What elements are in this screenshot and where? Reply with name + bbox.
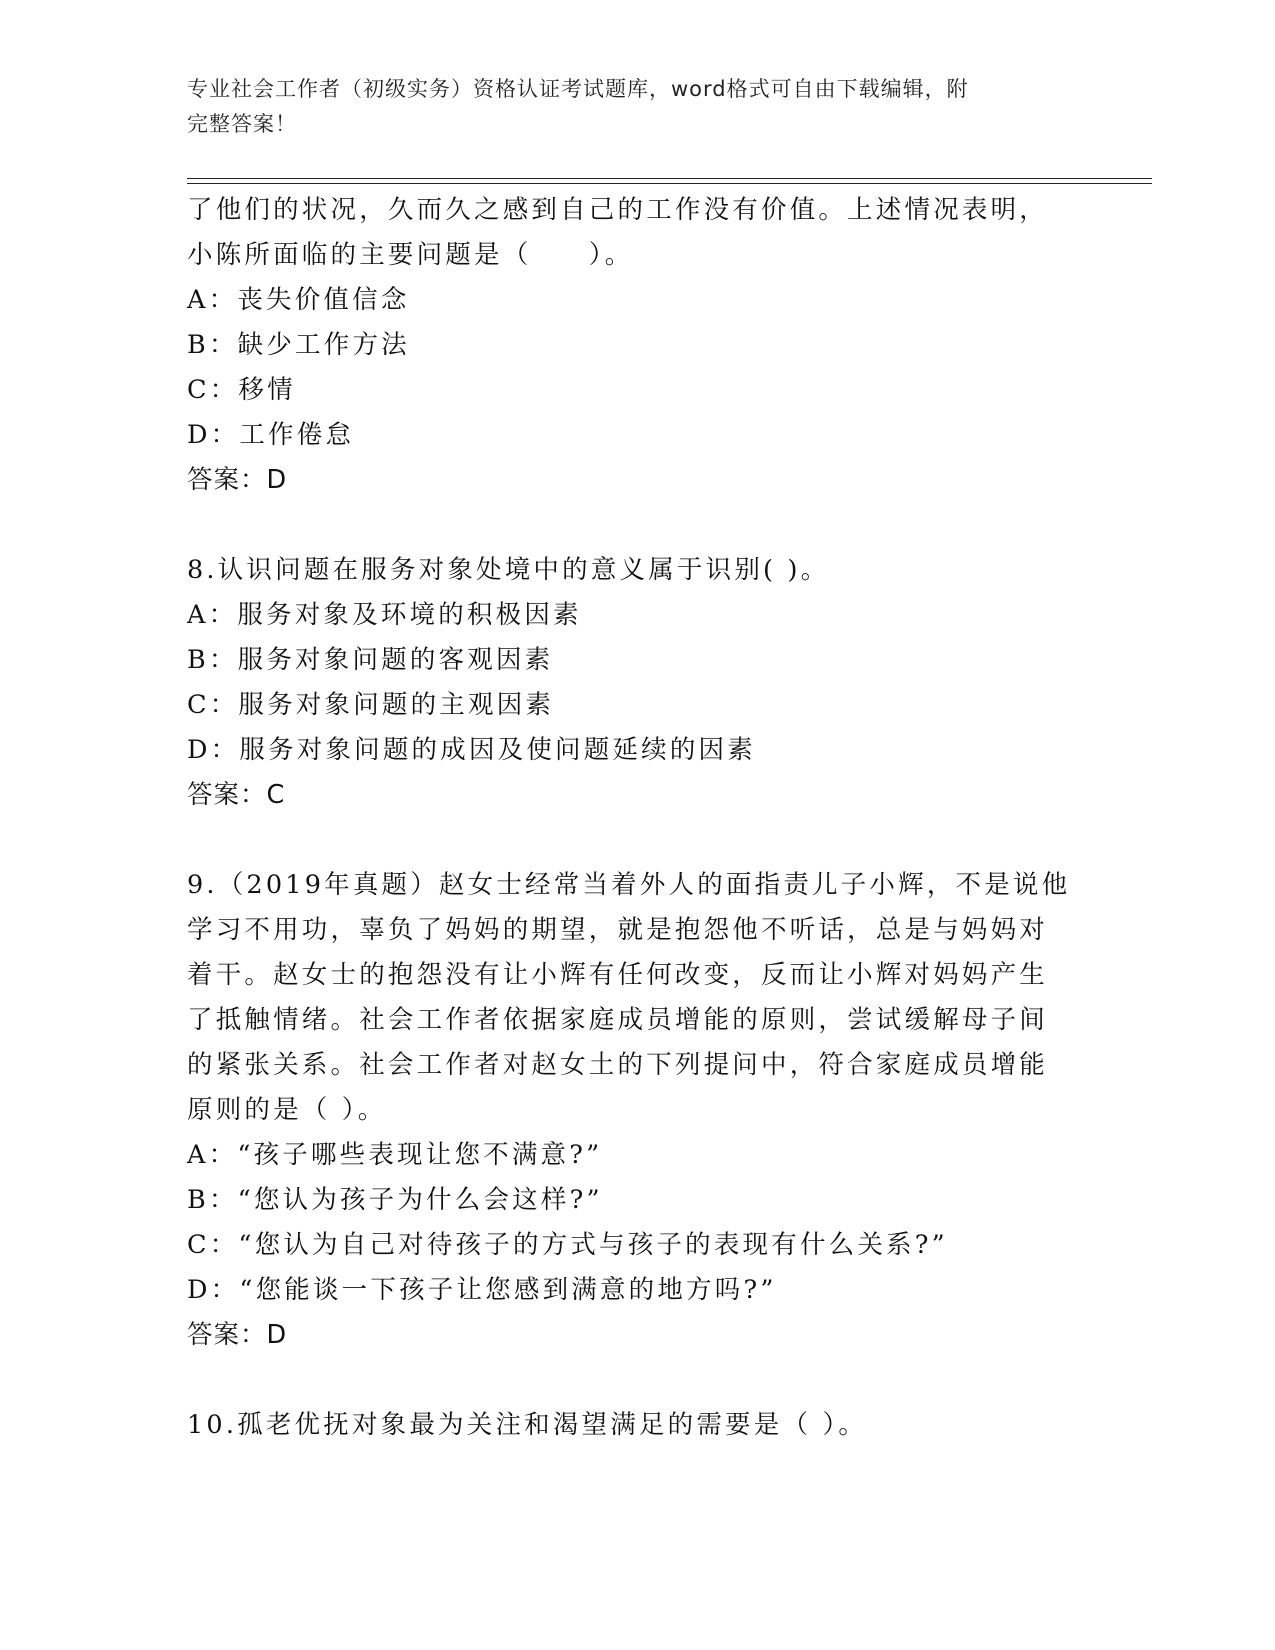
- question-text-line: 小陈所面临的主要问题是（ ）。: [187, 240, 634, 270]
- spacer: [187, 1358, 1087, 1403]
- question-text-line: 的紧张关系。社会工作者对赵女土的下列提问中，符合家庭成员增能: [187, 1050, 1049, 1080]
- question-text-line: 学习不用功，辜负了妈妈的期望，就是抱怨他不听话，总是与妈妈对: [187, 915, 1049, 945]
- option-a: A：丧失价值信念: [187, 285, 410, 315]
- question-text-line: 9.（2019年真题）赵女士经常当着外人的面指责儿子小辉，不是说他: [187, 870, 1071, 900]
- spacer: [187, 503, 1087, 548]
- document-body: [187, 188, 1087, 1448]
- question-text-line: 了抵触情绪。社会工作者依据家庭成员增能的原则，尝试缓解母子间: [187, 1005, 1049, 1035]
- option-d: D：“您能谈一下孩子让您感到满意的地方吗?”: [187, 1275, 777, 1305]
- header-line-1: 专业社会工作者（初级实务）资格认证考试题库，word格式可自由下载编辑，附: [187, 77, 969, 101]
- option-b: B：“您认为孩子为什么会这样?”: [187, 1185, 603, 1215]
- question-8: [187, 548, 1087, 818]
- question-text-line: 10.孤老优抚对象最为关注和渴望满足的需要是（ ）。: [187, 1410, 868, 1440]
- option-c: C：移情: [187, 375, 296, 405]
- page-header: [187, 72, 1067, 142]
- option-c: C：服务对象问题的主观因素: [187, 690, 555, 720]
- question-9: [187, 863, 1087, 1358]
- header-line-2: 完整答案！: [187, 112, 297, 136]
- question-text-line: 着干。赵女士的抱怨没有让小辉有任何改变，反而让小辉对妈妈产生: [187, 960, 1049, 990]
- question-text-line: 了他们的状况，久而久之感到自己的工作没有价值。上述情况表明，: [187, 195, 1049, 225]
- spacer: [187, 818, 1087, 863]
- question-10: [187, 1403, 1087, 1448]
- question-7: [187, 188, 1087, 503]
- answer-line: 答案：C: [187, 780, 286, 810]
- option-a: A：服务对象及环境的积极因素: [187, 600, 582, 630]
- option-c: C：“您认为自己对待孩子的方式与孩子的表现有什么关系?”: [187, 1230, 948, 1260]
- option-d: D：工作倦怠: [187, 420, 355, 450]
- option-a: A：“孩子哪些表现让您不满意?”: [187, 1140, 603, 1170]
- option-d: D：服务对象问题的成因及使问题延续的因素: [187, 735, 756, 765]
- answer-line: 答案：D: [187, 1320, 288, 1350]
- answer-line: 答案：D: [187, 465, 288, 495]
- option-b: B：缺少工作方法: [187, 330, 410, 360]
- question-text-line: 8.认识问题在服务对象处境中的意义属于识别( )。: [187, 555, 830, 585]
- header-double-rule: [187, 178, 1152, 184]
- option-b: B：服务对象问题的客观因素: [187, 645, 554, 675]
- question-text-line: 原则的是（ ）。: [187, 1095, 387, 1125]
